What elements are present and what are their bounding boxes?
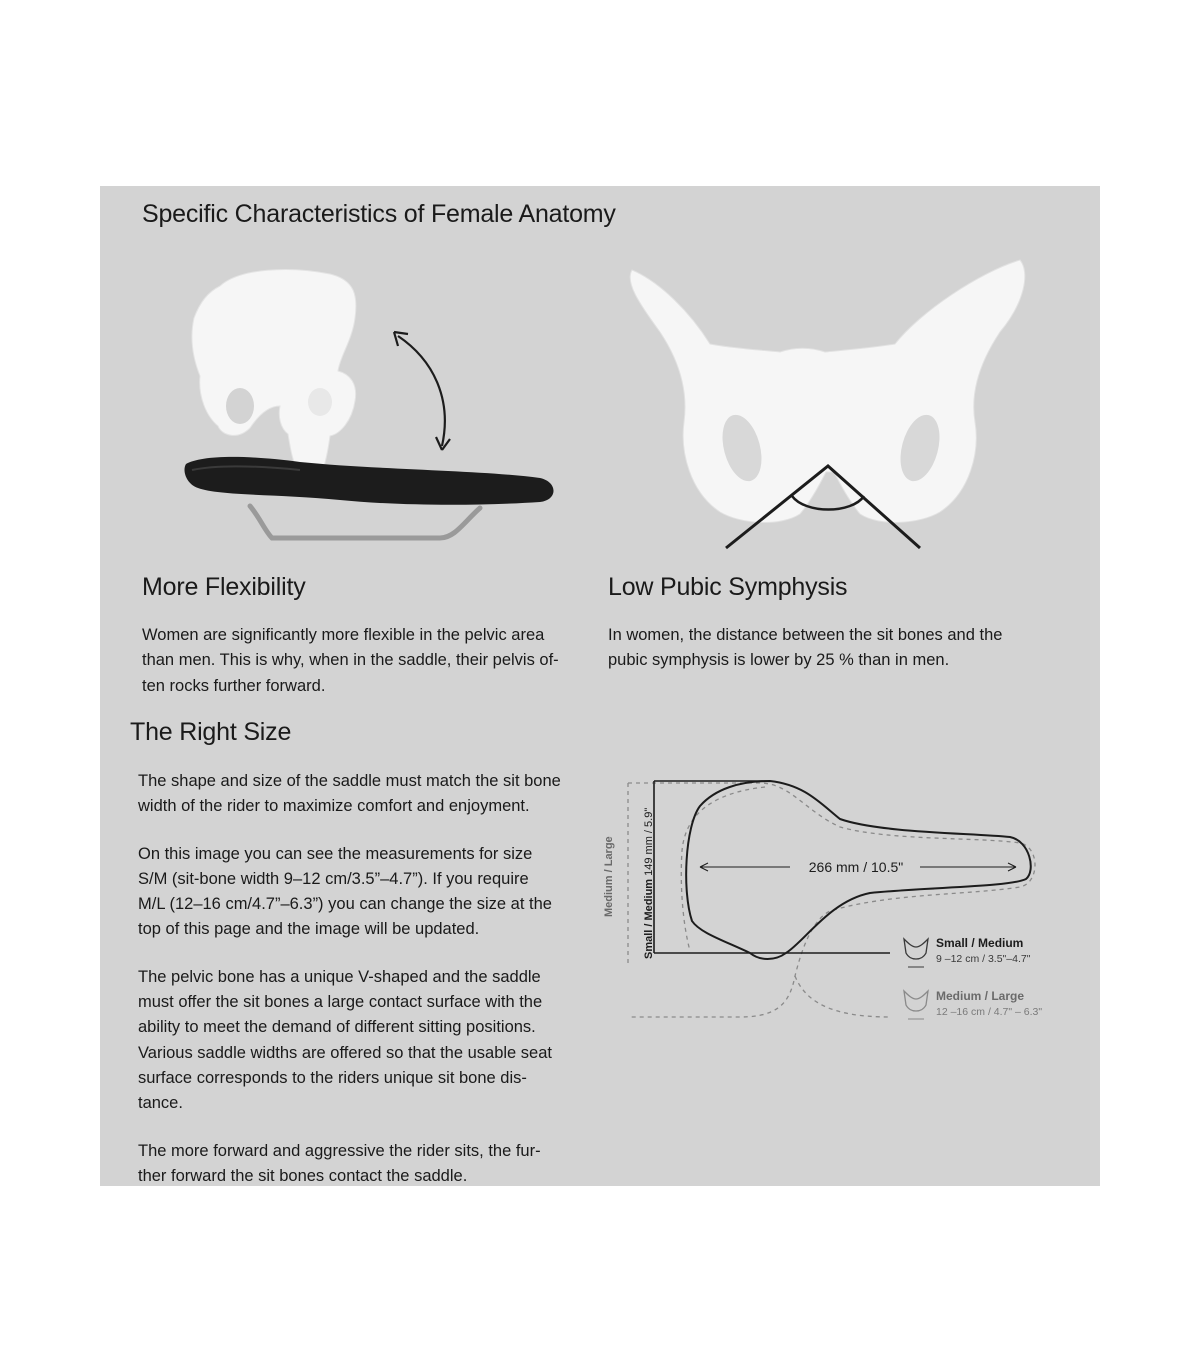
flexibility-title: More Flexibility [142, 573, 306, 601]
right-size-title: The Right Size [130, 718, 292, 746]
sm-vertical-label-bold: Small / Medium [643, 878, 655, 959]
page-title: Specific Characteristics of Female Anatomy [142, 200, 616, 228]
pelvis-side-socket [308, 388, 332, 416]
content-panel [100, 186, 1100, 1186]
legend-sm-range: 9 –12 cm / 3.5"–4.7" [936, 953, 1031, 965]
legend-ml-range: 12 –16 cm / 4.7" – 6.3" [936, 1006, 1043, 1018]
text-line: M/L (12–16 cm/4.7”–6.3”) you can change the size at the [138, 895, 552, 914]
pelvis-side-hole [226, 388, 254, 424]
ml-leader [795, 976, 890, 1017]
pelvis-front-image [620, 252, 1050, 562]
text-line: ten rocks further forward. [142, 676, 326, 695]
right-size-text [138, 769, 588, 1189]
text-line: The pelvic bone has a unique V-shaped and the saddle [138, 967, 541, 986]
ml-inner-outline [681, 787, 765, 951]
saddle-rail [250, 506, 480, 538]
text-line: The shape and size of the saddle must match the sit bone [138, 772, 561, 790]
text-line: top of this page and the image will be updated. [138, 920, 480, 939]
text-line: S/M (sit-bone width 9–12 cm/3.5”–4.7”). If you require [138, 869, 529, 888]
text-line: pubic symphysis is lower by 25 % than in men. [608, 651, 950, 670]
sm-vertical-label-rest: 149 mm / 5.9" [643, 807, 655, 879]
length-label: 266 mm / 10.5" [808, 859, 904, 875]
ml-pelvis-icon [904, 991, 928, 1019]
rocking-arrow-curve [398, 336, 445, 446]
text-line: ability to meet the demand of different sitting positions. [138, 1018, 536, 1037]
text-line: surface corresponds to the riders unique sit bone dis- [138, 1068, 527, 1087]
legend-sm-name: Small / Medium [936, 936, 1024, 950]
flexibility-text [142, 623, 602, 699]
pelvis-side-bone [192, 270, 356, 478]
text-line: must offer the sit bones a large contact surface with the [138, 993, 543, 1012]
sm-vertical-label [643, 808, 655, 959]
legend-ml-name: Medium / Large [936, 989, 1025, 1003]
ml-outline [628, 783, 1035, 1017]
text-line: Various saddle widths are offered so that the usable seat [138, 1043, 552, 1062]
text-line: width of the rider to maximize comfort and enjoyment. [138, 797, 530, 816]
pubic-symphysis-text [608, 623, 1068, 674]
saddle-shell [185, 457, 554, 505]
text-line: tance. [138, 1094, 183, 1113]
text-line: In women, the distance between the sit bones and the [608, 626, 1003, 644]
pelvis-side-saddle-image [180, 256, 580, 556]
ml-vertical-label: Medium / Large [603, 836, 615, 917]
text-line: Women are significantly more flexible in the pelvic area [142, 626, 545, 644]
pelvis-front-bone [630, 260, 1025, 522]
text-line: ther forward the sit bones contact the saddle. [138, 1166, 468, 1185]
sm-pelvis-icon [904, 939, 928, 967]
text-line: than men. This is why, when in the saddle, their pelvis of- [142, 651, 559, 670]
text-line: The more forward and aggressive the rider sits, the fur- [138, 1141, 541, 1160]
text-line: On this image you can see the measurements for size [138, 844, 533, 863]
pubic-symphysis-title: Low Pubic Symphysis [608, 573, 848, 601]
saddle-size-diagram [590, 771, 1070, 1041]
